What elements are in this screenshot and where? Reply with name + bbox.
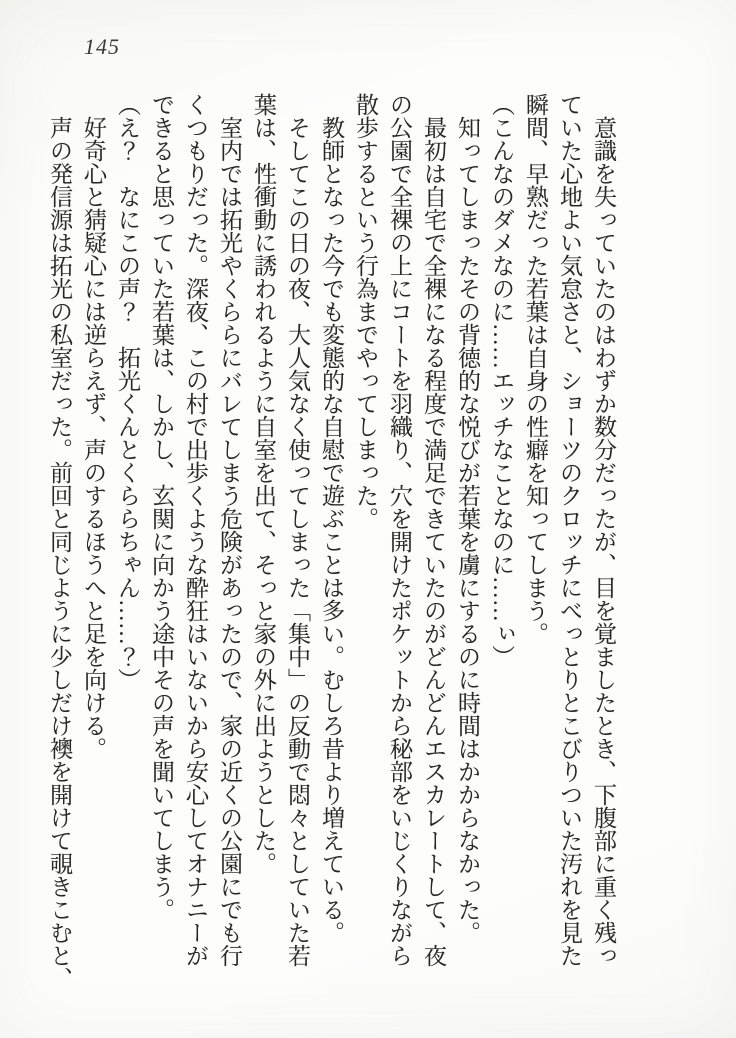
text-column: ていた心地よい気怠さと、ショーツのクロッチにべっとりとこびりついた汚れを見た [557, 93, 582, 967]
text-column: 声の発信源は拓光の私室だった。前回と同じように少しだけ襖を開けて覗きこむと、 [47, 93, 72, 990]
text-column: 意識を失っていたのはわずか数分だったが、目を覚ましたとき、下腹部に重く残っ [591, 93, 616, 967]
text-column: 葉は、性衝動に誘われるように自室を出て、そっと家の外に出ようとした。 [251, 93, 276, 875]
text-column: できると思っていた若葉は、しかし、玄関に向かう途中その声を聞いてしまう。 [149, 93, 174, 921]
text-column: 散歩するという行為までやってしまった。 [353, 93, 378, 530]
text-column: 最初は自宅で全裸になる程度で満足できていたのがどんどんエスカレートして、夜 [421, 93, 446, 967]
text-column: 知ってしまったその背徳的な悦びが若葉を虜にするのに時間はかからなかった。 [455, 93, 480, 944]
text-column: （こんなのダメなのに……エッチなことなのに……ぃ） [489, 93, 514, 668]
page-text [42, 93, 620, 990]
text-column: くつもりだった。深夜、この村で出歩くような酔狂はいないから安心してオナニーが [183, 93, 208, 967]
text-column: 教師となった今でも変態的な自慰で遊ぶことは多い。むしろ昔より増えている。 [319, 93, 344, 944]
text-column: （え？ なにこの声？ 拓光くんとくららちゃん……？） [115, 93, 140, 691]
page-number: 145 [84, 34, 120, 59]
text-column: 瞬間、早熟だった若葉は自身の性癖を知ってしまう。 [523, 93, 548, 645]
text-column: そしてこの日の夜、大人気なく使ってしまった「集中」の反動で悶々としていた若 [285, 93, 310, 967]
text-column: の公園で全裸の上にコートを羽織り、穴を開けたポケットから秘部をいじくりながら [387, 93, 412, 967]
text-column: 好奇心と猜疑心には逆らえず、声のするほうへと足を向ける。 [81, 93, 106, 760]
text-column: 室内では拓光やくららにバレてしまう危険があったので、家の近くの公園にでも行 [217, 93, 242, 967]
